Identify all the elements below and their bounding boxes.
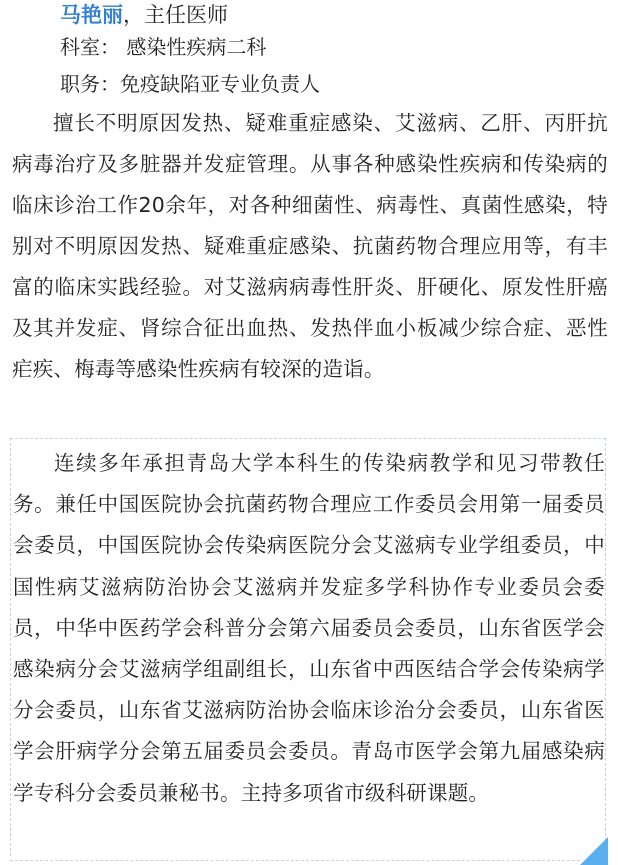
position-value: 免疫缺陷亚专业负责人 bbox=[120, 72, 320, 96]
roles-box bbox=[10, 438, 606, 856]
profile-top-section bbox=[0, 0, 618, 390]
expertise-paragraph: 擅长不明原因发热、疑难重症感染、艾滋病、乙肝、丙肝抗病毒治疗及多脏器并发症管理。从事各种感染性疾病和传染病的临床诊治工作20余年，对各种细菌性、病毒性、真菌性感染，特别对不明原因发热、疑难重症感染、抗菌药物合理应用等，有丰富的临床实践经验。对艾滋病病毒性肝炎、肝硬化、原发性肝癌及其并发症、肾综合征出血热、发热伴血小板减少综合症、恶性疟疾、梅毒等感染性疾病有较深的造诣。 bbox=[12, 111, 608, 381]
doctor-title: ，主任医师 bbox=[123, 3, 228, 27]
department-value: 感染性疾病二科 bbox=[126, 35, 267, 59]
department-line bbox=[12, 29, 608, 66]
position-label: 职务： bbox=[60, 72, 120, 96]
bottom-divider bbox=[10, 860, 580, 861]
corner-decoration bbox=[580, 837, 608, 865]
roles-paragraph: 连续多年承担青岛大学本科生的传染病教学和见习带教任务。兼任中国医院协会抗菌药物合理应工作委员会用第一届委员会委员，中国医院协会传染病医院分会艾滋病专业学组委员，中国性病艾滋病防治协会艾滋病并发症多学科协作专业委员会委员，中华中医药学会科普分会第六届委员会委员，山东省医学会感染病分会艾滋病学组副组长，山东省中西医结合学会传染病学分会委员，山东省艾滋病防治协会临床诊治分会委员，山东省医学会肝病学分会第五届委员会委员。青岛市医学会第九届感染病学专科分会委员兼秘书。主持多项省市级科研课题。 bbox=[13, 451, 605, 805]
department-label: 科室： bbox=[60, 35, 120, 59]
doctor-name-line bbox=[12, 1, 608, 29]
position-line bbox=[12, 66, 608, 103]
doctor-name: 马艳丽 bbox=[60, 3, 123, 27]
